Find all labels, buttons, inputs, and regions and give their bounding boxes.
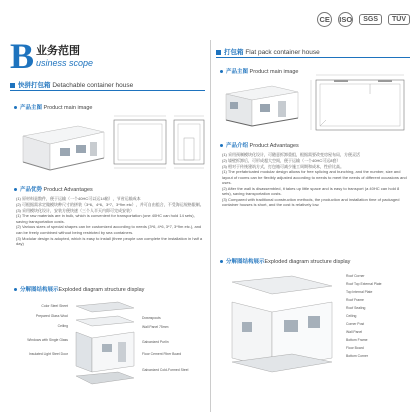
flat-pack-container-photo — [222, 80, 302, 132]
right-exploded-title: 分解图结构展示Exploded diagram structure display — [220, 257, 350, 265]
right-advantages-title: 产品介绍 Product Advantages — [220, 141, 299, 149]
left-main-image-title: 产品主图 Product main image — [14, 103, 92, 111]
left-advantages-text: (1) 原材料是散件，便于运输（一个40HC可以运14箱），节省运输成本 (2) 可根据需求定做模块种尺寸的拼装（3*6、4*6、3*7、3*9m etc），并可自由组合，不受海运规格限制。 (3) 采用模块化设计，安装方便快速（三个人半天内即可完成安装） (1) The raw materials are in bulk, which is convenient for transportation (one 40HC can hold 14 sets), saving transportation costs. (2) Various sizes of special shapes can be customized according to needs (3*6, 4*6, 3*7, 3*9m etc.), and can be freely combined without being restricted by sea containers. (3) Modular design is adopted, which is easy to install (three people can complete the installation in half a day) — [16, 196, 204, 246]
square-bullet-icon — [10, 83, 15, 88]
detachable-container-photo — [18, 118, 108, 176]
dot-bullet-icon — [14, 288, 17, 291]
left-advantages-title: 产品优势 Product Advantages — [14, 185, 93, 193]
header-title-cn: 业务范围 — [36, 45, 81, 57]
header-letter: B — [10, 36, 35, 76]
dot-bullet-icon — [220, 260, 223, 263]
page-header — [10, 36, 94, 76]
sgs-mark-icon: SGS — [359, 14, 382, 25]
tuv-mark-icon: TÜV — [388, 14, 410, 25]
right-exploded-labels: Roof Corner Roof Top External Plate Top Internal Plate Roof Frame Roof Sealing Ceiling Corner Post Wall Panel Bottom Frame Floor Board Bottom Corner — [346, 274, 382, 358]
ce-mark-icon: CE — [317, 12, 332, 27]
dot-bullet-icon — [14, 188, 17, 191]
right-main-image-title: 产品主图 Product main image — [220, 67, 298, 75]
certification-logos — [317, 12, 410, 27]
left-exploded-title: 分解图结构展示Exploded diagram structure display — [14, 285, 144, 293]
column-divider — [210, 40, 211, 412]
detachable-container-plan-drawing — [112, 112, 207, 172]
left-section-divider — [10, 90, 205, 91]
dot-bullet-icon — [220, 144, 223, 147]
dot-bullet-icon — [14, 106, 17, 109]
left-exploded-labels-left: Color Steel Sheet Prepared Glass Wool Ceiling Windows with Single Glass Insulated Light Steel Door — [27, 304, 68, 356]
square-bullet-icon — [216, 50, 221, 55]
left-exploded-labels-right: Downspouts Wall Panel 75mm Galvanized Purlin Floor Cement Fiber Board Galvanized Cold-Formed Steel — [142, 316, 189, 372]
right-advantages-text: (1) 采用预制模块化设计，可随意拆卸重组，根据需要改变房屋布局，方便灵活 (2) 墙壁拆卸后，可形成超大空间，便于运输（一个40HC可运8套） (3) 相对于传统建筑方式，打包箱可减少施工周期和成本，性价比高。 (1) The prefabricated modular design allows for free splicing and bunching, and the number, size and layout of rooms can be flexibly adjusted according to needs to meet the needs of different occasions and uses. (2) After the wall is disassembled, it takes up little space and is easy to transport (a 40HC can hold 8 sets), saving transportation costs. (3) Compared with traditional construction methods, the production and installation time of packaged container houses is short, and the cost is relatively low. — [222, 152, 407, 208]
right-section-title: 打包箱 Flat pack container house — [216, 47, 320, 56]
dot-bullet-icon — [220, 70, 223, 73]
right-section-divider — [216, 57, 410, 58]
left-exploded-diagram — [72, 300, 138, 388]
iso-mark-icon: ISO — [338, 12, 353, 27]
header-title-en: usiness scope — [36, 58, 94, 68]
right-exploded-diagram — [222, 272, 342, 382]
left-section-title: 快拼打包箱 Detachable container house — [10, 80, 133, 89]
flat-pack-container-plan-drawing — [310, 72, 410, 138]
